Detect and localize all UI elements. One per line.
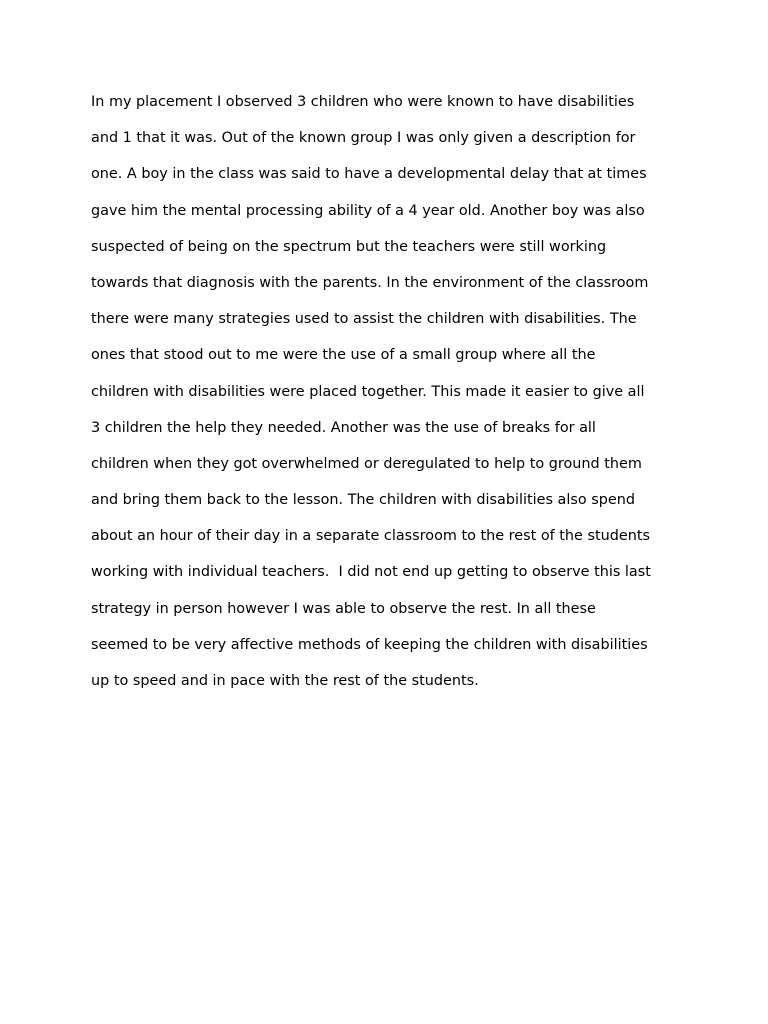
paragraph-line: working with individual teachers. I did not end up getting to observe this last (91, 564, 651, 581)
paragraph-line: children when they got overwhelmed or deregulated to help to ground them (91, 455, 642, 472)
paragraph-line: children with disabilities were placed together. This made it easier to give all (91, 383, 645, 400)
paragraph-line: gave him the mental processing ability of a 4 year old. Another boy was also (91, 202, 645, 219)
paragraph-line: In my placement I observed 3 children who were known to have disabilities (91, 94, 635, 110)
paragraph-line: about an hour of their day in a separate classroom to the rest of the students (91, 528, 650, 545)
paragraph-line: 3 children the help they needed. Another was the use of breaks for all (91, 419, 596, 436)
paragraph-line: seemed to be very affective methods of keeping the children with disabilities (91, 636, 648, 653)
paragraph-line: one. A boy in the class was said to have a developmental delay that at times (91, 166, 647, 183)
paragraph-line: and bring them back to the lesson. The children with disabilities also spend (91, 492, 635, 509)
paragraph-line: ones that stood out to me were the use of a small group where all the (91, 347, 596, 364)
paragraph-line: there were many strategies used to assist the children with disabilities. The (91, 311, 637, 328)
paragraph-line: suspected of being on the spectrum but the teachers were still working (91, 238, 607, 255)
paragraph-line: towards that diagnosis with the parents. In the environment of the classroom (91, 274, 649, 291)
paragraph-line: and 1 that it was. Out of the known group I was only given a description for (91, 130, 636, 147)
body-paragraph (91, 90, 711, 705)
paragraph-line: up to speed and in pace with the rest of the students. (91, 673, 479, 689)
paragraph-line: strategy in person however I was able to observe the rest. In all these (91, 600, 596, 617)
